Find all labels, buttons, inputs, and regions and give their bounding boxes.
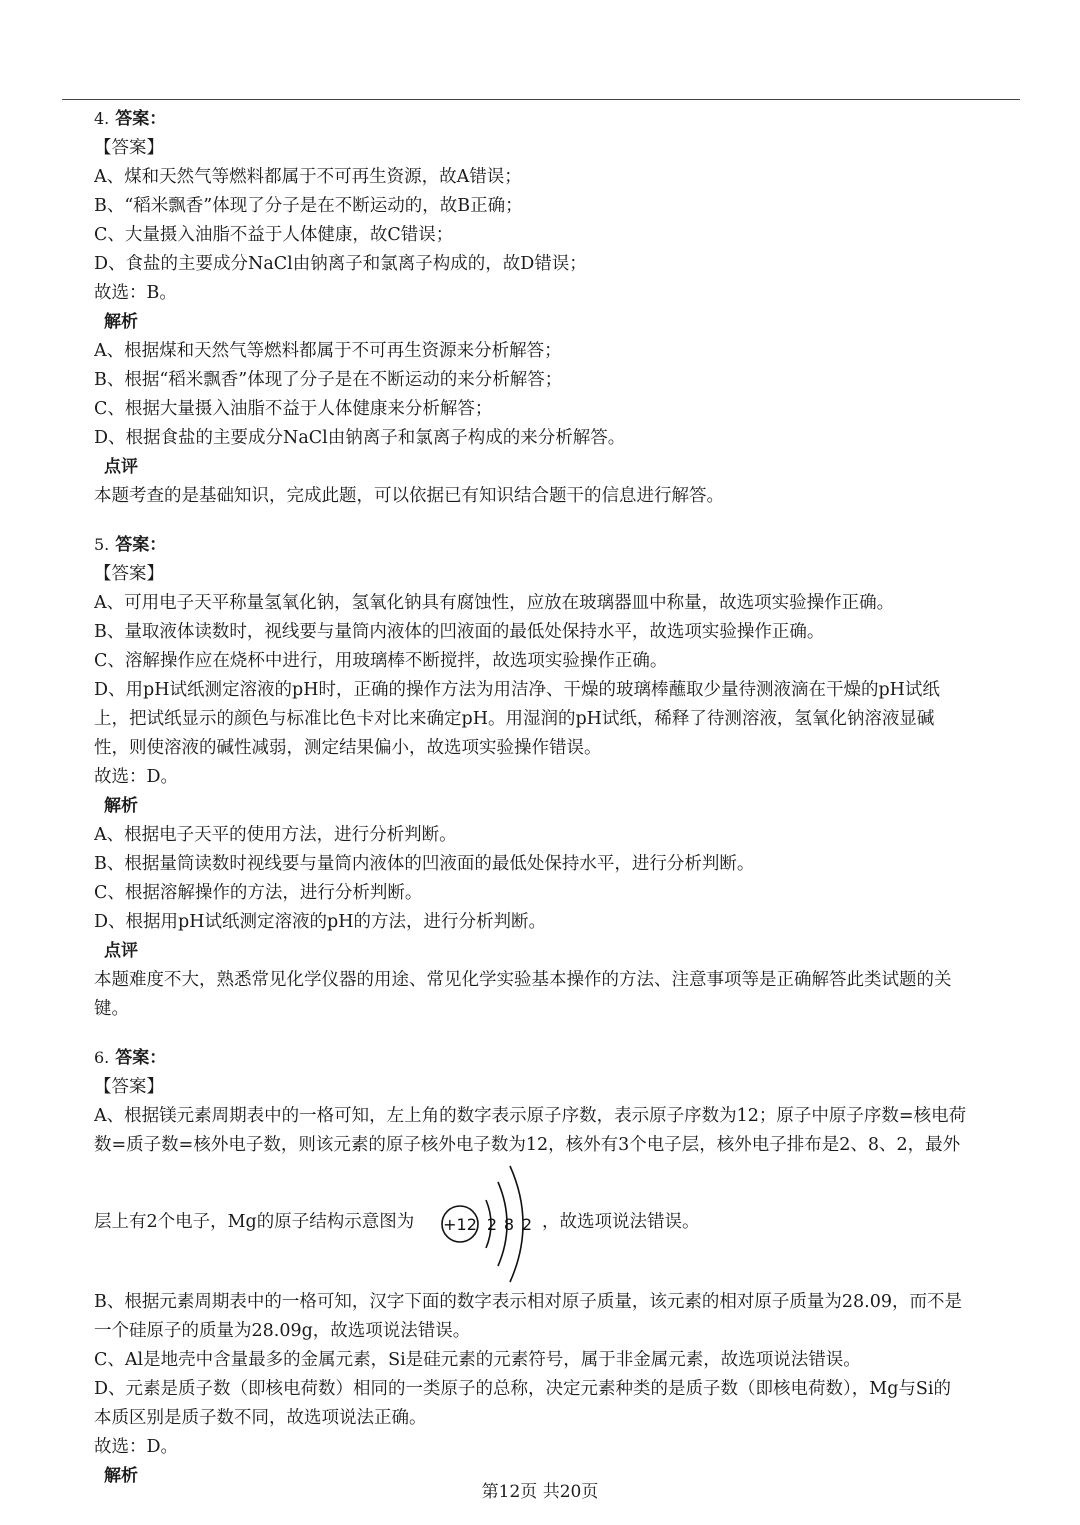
question-5 bbox=[94, 530, 1044, 1024]
question-title: 答案： bbox=[115, 109, 167, 129]
analysis-line: A、根据电子天平的使用方法，进行分析判断。 bbox=[94, 825, 457, 845]
answer-line: D、元素是质子数（即核电荷数）相同的一类原子的总称，决定元素种类的是质子数（即核电荷数），Mg与Si的 bbox=[94, 1379, 951, 1399]
analysis-line: D、根据用pH试纸测定溶液的pH的方法，进行分析判断。 bbox=[94, 912, 546, 932]
atom-line-text: 层上有2个电子，Mg的原子结构示意图为 bbox=[94, 1212, 415, 1232]
comment-heading: 点评 bbox=[104, 941, 138, 961]
answer-line: 故选：D。 bbox=[94, 767, 179, 787]
atom-line-text-after: ，故选项说法错误。 bbox=[542, 1212, 700, 1232]
page-number-footer: 第12页 共20页 bbox=[481, 1482, 599, 1502]
question-title: 答案： bbox=[115, 535, 167, 555]
analysis-heading: 解析 bbox=[104, 796, 138, 816]
answer-line: 故选：D。 bbox=[94, 1437, 179, 1457]
comment-line: 键。 bbox=[94, 999, 129, 1019]
comment-heading: 点评 bbox=[104, 457, 138, 477]
nucleus-charge: +12 bbox=[443, 1215, 477, 1234]
answer-line: 故选：B。 bbox=[94, 283, 177, 303]
answer-line: 数=质子数=核外电子数，则该元素的原子核外电子数为12，核外有3个电子层，核外电子排布是2、8、2，最外 bbox=[94, 1135, 961, 1155]
answer-line: B、根据元素周期表中的一格可知，汉字下面的数字表示相对原子质量，该元素的相对原子质量为28.09，而不是 bbox=[94, 1292, 962, 1312]
shell-electrons-2: 8 bbox=[503, 1215, 515, 1234]
question-heading bbox=[94, 104, 1044, 134]
answer-line: B、量取液体读数时，视线要与量筒内液体的凹液面的最低处保持水平，故选项实验操作正确。 bbox=[94, 622, 825, 642]
page-content bbox=[94, 104, 1044, 1491]
question-heading bbox=[94, 1043, 1044, 1073]
answer-line: 一个硅原子的质量为28.09g，故选项说法错误。 bbox=[94, 1321, 471, 1341]
analysis-line: B、根据量筒读数时视线要与量筒内液体的凹液面的最低处保持水平，进行分析判断。 bbox=[94, 854, 755, 874]
question-number: 4. bbox=[94, 109, 110, 128]
answer-tag: 【答案】 bbox=[94, 138, 164, 158]
answer-line: 性，则使溶液的碱性减弱，测定结果偏小，故选项实验操作错误。 bbox=[94, 738, 602, 758]
answer-line: C、Al是地壳中含量最多的金属元素，Si是硅元素的元素符号，属于非金属元素，故选项说法错误。 bbox=[94, 1350, 861, 1370]
analysis-heading: 解析 bbox=[104, 312, 138, 332]
question-number: 5. bbox=[94, 535, 110, 554]
shell-electrons-1: 2 bbox=[486, 1215, 498, 1234]
atom-structure-line bbox=[94, 1160, 1044, 1288]
answer-line: 上，把试纸显示的颜色与标准比色卡对比来确定pH。用湿润的pH试纸，稀释了待测溶液，氢氧化钠溶液显碱 bbox=[94, 709, 935, 729]
answer-line: A、煤和天然气等燃料都属于不可再生资源，故A错误； bbox=[94, 167, 522, 187]
answer-line: A、根据镁元素周期表中的一格可知，左上角的数字表示原子序数，表示原子序数为12；原子中原子序数=核电荷 bbox=[94, 1106, 967, 1126]
answer-line: 本质区别是质子数不同，故选项说法正确。 bbox=[94, 1408, 427, 1428]
question-4 bbox=[94, 104, 1044, 511]
answer-tag: 【答案】 bbox=[94, 1077, 164, 1097]
question-number: 6. bbox=[94, 1048, 110, 1067]
answer-tag: 【答案】 bbox=[94, 564, 164, 584]
shell-electrons-3: 2 bbox=[521, 1215, 533, 1234]
question-6 bbox=[94, 1043, 1044, 1491]
analysis-line: C、根据溶解操作的方法，进行分析判断。 bbox=[94, 883, 423, 903]
answer-line: A、可用电子天平称量氢氧化钠，氢氧化钠具有腐蚀性，应放在玻璃器皿中称量，故选项实验操作正确。 bbox=[94, 593, 895, 613]
header-rule bbox=[62, 99, 1020, 100]
answer-line: D、食盐的主要成分NaCl由钠离子和氯离子构成的，故D错误； bbox=[94, 254, 587, 274]
answer-line: C、溶解操作应在烧杯中进行，用玻璃棒不断搅拌，故选项实验操作正确。 bbox=[94, 651, 668, 671]
question-title: 答案： bbox=[115, 1048, 167, 1068]
mg-atom-structure-diagram bbox=[440, 1160, 544, 1288]
comment-line: 本题难度不大，熟悉常见化学仪器的用途、常见化学实验基本操作的方法、注意事项等是正确解答此类试题的关 bbox=[94, 970, 952, 990]
answer-line: B、“稻米飘香”体现了分子是在不断运动的，故B正确； bbox=[94, 196, 523, 216]
analysis-line: B、根据“稻米飘香”体现了分子是在不断运动的来分析解答； bbox=[94, 370, 563, 390]
question-heading bbox=[94, 530, 1044, 560]
answer-line: D、用pH试纸测定溶液的pH时，正确的操作方法为用洁净、干燥的玻璃棒蘸取少量待测液滴在干燥的pH试纸 bbox=[94, 680, 940, 700]
analysis-heading: 解析 bbox=[104, 1466, 138, 1486]
analysis-line: D、根据食盐的主要成分NaCl由钠离子和氯离子构成的来分析解答。 bbox=[94, 428, 626, 448]
comment-line: 本题考查的是基础知识，完成此题，可以依据已有知识结合题干的信息进行解答。 bbox=[94, 486, 724, 506]
answer-line: C、大量摄入油脂不益于人体健康，故C错误； bbox=[94, 225, 454, 245]
analysis-line: C、根据大量摄入油脂不益于人体健康来分析解答； bbox=[94, 399, 493, 419]
analysis-line: A、根据煤和天然气等燃料都属于不可再生资源来分析解答； bbox=[94, 341, 562, 361]
